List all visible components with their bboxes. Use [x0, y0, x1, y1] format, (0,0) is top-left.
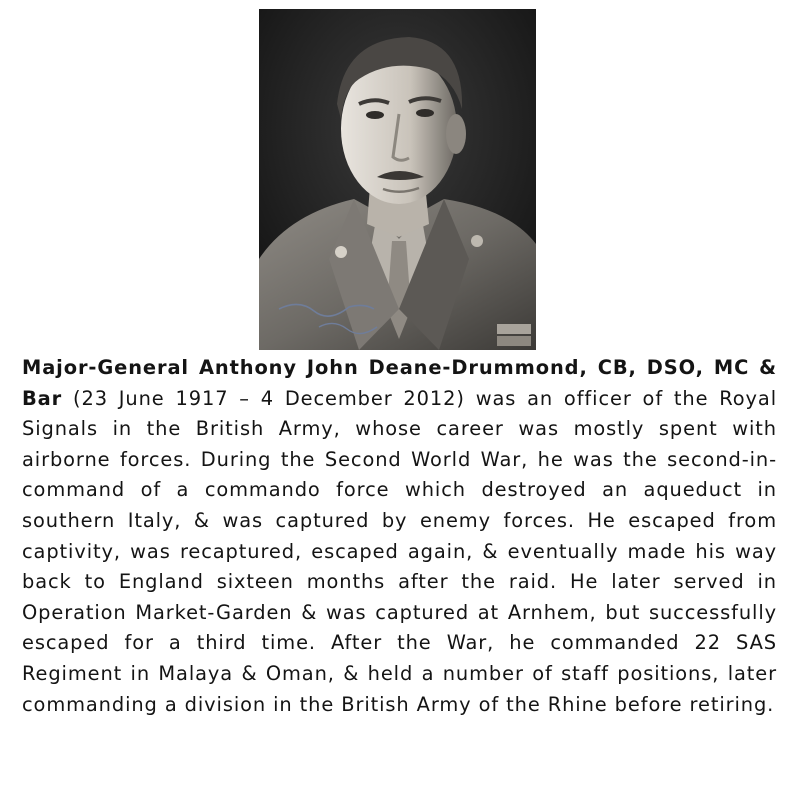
biography-body: (23 June 1917 – 4 December 2012) was an officer of the Royal Signals in the British Army, whose career was mostly spent with airborne forces. During the Second World War, he was the second-in-command of a commando force which destroyed an aqueduct in southern Italy, & was captured by enemy forces. He escaped from captivity, was recaptured, escaped again, & eventually made his way back to England sixteen months after the raid. He later served in Operation Market-Garden & was captured at Arnhem, but successfully escaped for a third time. After the War, he commanded 22 SAS Regiment in Malaya & Oman, & held a number of staff positions, later commanding a division in the British Army of the Rhine before retiring. [22, 386, 777, 716]
portrait-photo [259, 9, 536, 350]
biography-name: Major-General Anthony John Deane-Drummond, CB, DSO, MC & Bar [22, 356, 777, 410]
portrait-image [259, 9, 536, 350]
biography-text [22, 353, 777, 720]
